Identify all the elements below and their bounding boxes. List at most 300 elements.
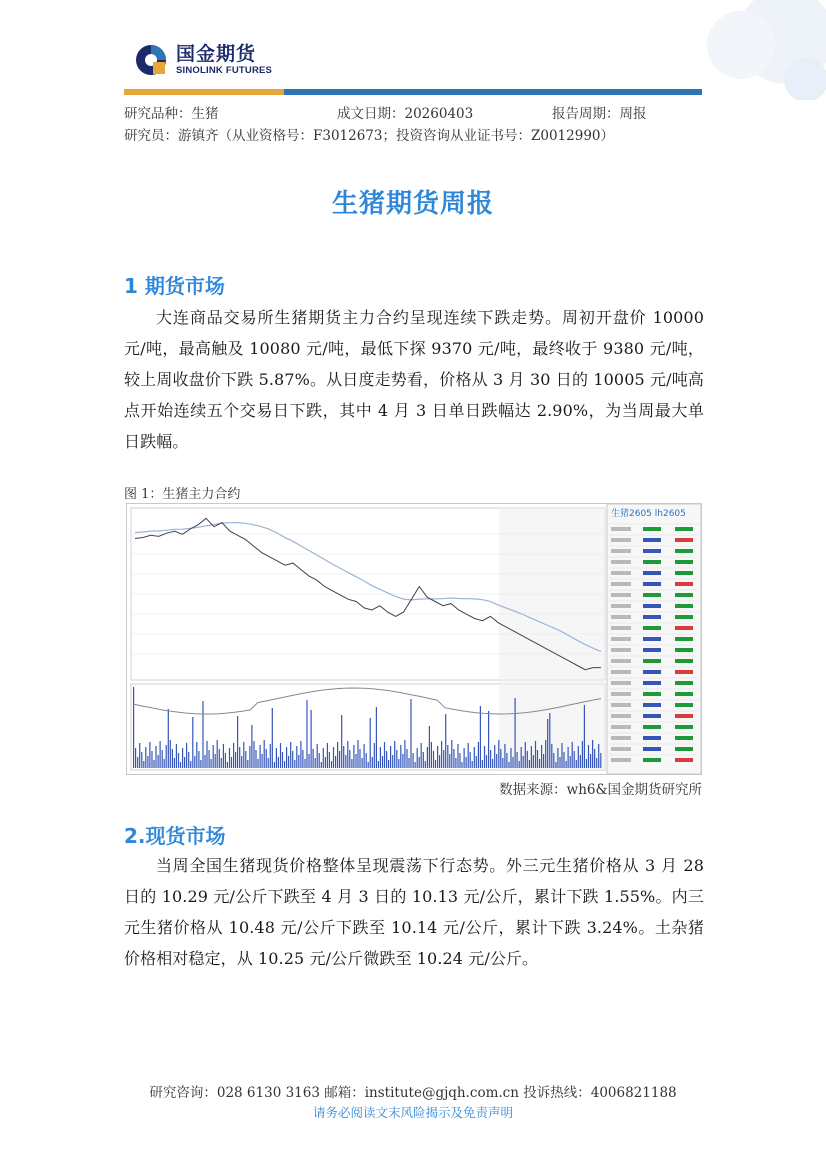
quote-row-value	[643, 758, 661, 762]
quote-row-label	[611, 736, 631, 740]
company-logo	[134, 40, 272, 80]
quote-row-value	[643, 648, 661, 652]
volume-bar	[512, 757, 513, 768]
volume-bar	[149, 742, 150, 768]
volume-bar	[151, 751, 152, 768]
volume-bar	[190, 761, 191, 768]
logo-icon	[134, 43, 168, 77]
volume-bar	[213, 745, 214, 768]
volume-bar	[423, 752, 424, 768]
volume-bar	[143, 761, 144, 768]
quote-row-label	[611, 571, 631, 575]
volume-bar	[217, 740, 218, 768]
volume-bar	[533, 755, 534, 768]
volume-bar	[237, 716, 238, 768]
volume-bar	[315, 758, 316, 768]
section-heading-futures: 1 期货市场	[124, 274, 225, 298]
volume-bar	[198, 751, 199, 768]
volume-bar	[410, 699, 411, 768]
quote-row-value	[643, 747, 661, 751]
volume-bar	[147, 756, 148, 768]
volume-bar	[539, 759, 540, 768]
quote-row-label	[611, 593, 631, 597]
volume-bar	[443, 750, 444, 768]
quote-row-change	[675, 703, 693, 707]
volume-bar	[459, 753, 460, 768]
volume-bar	[541, 745, 542, 768]
volume-bar	[413, 753, 414, 768]
volume-bar	[327, 743, 328, 768]
volume-bar	[233, 743, 234, 768]
futures-chart	[126, 503, 702, 775]
volume-bar	[176, 744, 177, 768]
volume-bar	[480, 706, 481, 768]
volume-bar	[135, 748, 136, 768]
quote-row-value	[643, 549, 661, 553]
volume-bar	[484, 746, 485, 768]
volume-bar	[594, 749, 595, 768]
volume-bar	[474, 747, 475, 768]
quote-row-value	[643, 692, 661, 696]
volume-bar	[370, 718, 371, 768]
quote-row-change	[675, 637, 693, 641]
volume-bar	[225, 753, 226, 768]
volume-bar	[492, 759, 493, 768]
quote-row-change	[675, 527, 693, 531]
volume-bar	[553, 753, 554, 768]
volume-bar	[302, 750, 303, 768]
volume-bar	[563, 752, 564, 768]
volume-bar	[290, 742, 291, 768]
volume-bar	[427, 747, 428, 768]
volume-bar	[506, 753, 507, 768]
quote-row-label	[611, 714, 631, 718]
volume-bar	[184, 757, 185, 768]
volume-bar	[253, 741, 254, 768]
volume-bar	[357, 740, 358, 768]
volume-bar	[588, 745, 589, 768]
volume-bar	[272, 708, 273, 768]
section-paragraph-futures: 大连商品交易所生猪期货主力合约呈现连续下跌走势。周初开盘价 10000 元/吨，最高触及 10080 元/吨，最低下探 9370 元/吨，最终收于 9380 元/吨，较上周收盘价下跌 5.87%。从日度走势看，价格从 3 月 30 日的 10005 元/吨高点开始连续五个交易日下跌，其中 4 月 3 日单日跌幅达 2.90%，为当周最大单日跌幅。	[124, 308, 704, 451]
volume-bar	[582, 741, 583, 768]
volume-bar	[439, 755, 440, 768]
quote-row-change	[675, 747, 693, 751]
volume-bar	[262, 754, 263, 768]
figure-source: 数据来源：wh6&国金期货研究所	[499, 782, 702, 798]
volume-bar	[249, 746, 250, 768]
volume-bar	[543, 754, 544, 768]
volume-bar	[300, 741, 301, 768]
quote-row-label	[611, 659, 631, 663]
volume-bar	[478, 742, 479, 768]
volume-bar	[286, 747, 287, 768]
volume-bar	[519, 761, 520, 768]
quote-row-change	[675, 593, 693, 597]
volume-bar	[496, 754, 497, 768]
volume-bar	[547, 719, 548, 768]
volume-bar	[406, 749, 407, 768]
volume-bar	[398, 759, 399, 768]
quote-row-label	[611, 648, 631, 652]
quote-row-change	[675, 692, 693, 696]
volume-bar	[394, 741, 395, 768]
volume-bar	[490, 750, 491, 768]
quote-row-label	[611, 582, 631, 586]
volume-bar	[527, 751, 528, 768]
volume-bar	[349, 750, 350, 768]
quote-row-change	[675, 582, 693, 586]
volume-bar	[549, 713, 550, 768]
volume-bar	[229, 748, 230, 768]
volume-bar	[168, 709, 169, 768]
volume-bar	[382, 756, 383, 768]
volume-bar	[298, 755, 299, 768]
logo-name-en: SINOLINK FUTURES	[176, 64, 273, 76]
quote-row-change	[675, 604, 693, 608]
volume-bar	[384, 742, 385, 768]
quote-row-value	[643, 670, 661, 674]
volume-bar	[294, 760, 295, 768]
volume-bar	[343, 746, 344, 768]
quote-row-value	[643, 560, 661, 564]
volume-bar	[296, 746, 297, 768]
volume-bar	[202, 701, 203, 768]
volume-bar	[139, 743, 140, 768]
volume-bar	[400, 745, 401, 768]
volume-bar	[227, 762, 228, 768]
section-heading-spot: 2.现货市场	[124, 824, 226, 848]
volume-bar	[508, 762, 509, 768]
volume-bar	[435, 760, 436, 768]
volume-bar	[145, 747, 146, 768]
volume-bar	[160, 741, 161, 768]
volume-bar	[247, 760, 248, 768]
volume-bar	[362, 758, 363, 768]
volume-bar	[155, 746, 156, 768]
volume-bar	[590, 754, 591, 768]
volume-bar	[378, 761, 379, 768]
quote-row-label	[611, 549, 631, 553]
volume-bar	[137, 757, 138, 768]
volume-bar	[200, 760, 201, 768]
quote-row-change	[675, 648, 693, 652]
volume-bar	[392, 755, 393, 768]
volume-bar	[209, 750, 210, 768]
volume-bar	[417, 748, 418, 768]
volume-bar	[476, 756, 477, 768]
volume-bar	[486, 755, 487, 768]
meta-variety: 研究品种：生猪	[124, 106, 219, 122]
volume-bar	[257, 759, 258, 768]
volume-bar	[182, 748, 183, 768]
volume-bar	[498, 740, 499, 768]
volume-bar	[372, 757, 373, 768]
volume-bar	[464, 748, 465, 768]
quote-row-value	[643, 571, 661, 575]
volume-bar	[178, 753, 179, 768]
volume-bar	[580, 755, 581, 768]
quote-row-value	[643, 538, 661, 542]
volume-bar	[559, 757, 560, 768]
volume-bar	[321, 762, 322, 768]
quote-row-value	[643, 703, 661, 707]
quote-row-change	[675, 538, 693, 542]
quote-row-change	[675, 725, 693, 729]
volume-bar	[482, 760, 483, 768]
volume-bar	[351, 759, 352, 768]
volume-bar	[523, 756, 524, 768]
volume-bar	[386, 751, 387, 768]
quote-row-label	[611, 725, 631, 729]
volume-bar	[335, 756, 336, 768]
quote-row-label	[611, 681, 631, 685]
quote-row-value	[643, 615, 661, 619]
volume-bar	[396, 750, 397, 768]
volume-bar	[284, 761, 285, 768]
volume-bar	[366, 753, 367, 768]
quote-row-value	[643, 659, 661, 663]
quote-row-change	[675, 736, 693, 740]
volume-bar	[404, 740, 405, 768]
footer-contact: 研究咨询：028 6130 3163 邮箱：institute@gjqh.com.cn 投诉热线：4006821188	[149, 1085, 677, 1101]
quote-row-value	[643, 604, 661, 608]
volume-bar	[578, 746, 579, 768]
volume-bar	[288, 756, 289, 768]
quote-row-change	[675, 681, 693, 685]
volume-bar	[251, 725, 252, 768]
volume-bar	[572, 742, 573, 768]
volume-bar	[374, 743, 375, 768]
volume-bar	[570, 756, 571, 768]
volume-bar	[494, 745, 495, 768]
volume-bar	[319, 753, 320, 768]
volume-bar	[266, 749, 267, 768]
volume-bar	[353, 745, 354, 768]
volume-bar	[596, 758, 597, 768]
volume-bar	[470, 752, 471, 768]
volume-bar	[345, 755, 346, 768]
volume-bar	[331, 761, 332, 768]
volume-bar	[376, 707, 377, 768]
volume-bar	[333, 747, 334, 768]
volume-bar	[449, 754, 450, 768]
volume-bar	[231, 757, 232, 768]
quote-row-label	[611, 560, 631, 564]
quote-row-change	[675, 571, 693, 575]
meta-date: 成文日期：20260403	[337, 106, 474, 122]
volume-bar	[437, 746, 438, 768]
volume-bar	[186, 743, 187, 768]
volume-bar	[447, 745, 448, 768]
quote-row-value	[643, 527, 661, 531]
volume-bar	[359, 749, 360, 768]
header-decoration	[646, 0, 826, 100]
volume-bar	[158, 755, 159, 768]
volume-bar	[576, 760, 577, 768]
volume-bar	[535, 741, 536, 768]
volume-bar	[461, 762, 462, 768]
volume-bar	[600, 753, 601, 768]
volume-bar	[390, 746, 391, 768]
volume-bar	[188, 752, 189, 768]
volume-bar	[551, 744, 552, 768]
volume-bar	[133, 687, 134, 768]
volume-bar	[280, 743, 281, 768]
quote-row-change	[675, 758, 693, 762]
volume-bar	[561, 743, 562, 768]
volume-bar	[255, 750, 256, 768]
volume-bar	[445, 714, 446, 768]
volume-bar	[457, 744, 458, 768]
quote-row-value	[643, 593, 661, 597]
volume-bar	[194, 756, 195, 768]
quote-row-label	[611, 527, 631, 531]
volume-bar	[364, 744, 365, 768]
volume-bar	[529, 760, 530, 768]
quote-row-label	[611, 637, 631, 641]
volume-bar	[598, 744, 599, 768]
volume-bar	[355, 754, 356, 768]
volume-bar	[525, 742, 526, 768]
volume-bar	[241, 756, 242, 768]
chart-svg	[127, 504, 701, 774]
volume-bar	[180, 762, 181, 768]
volume-bar	[170, 740, 171, 768]
volume-bar	[419, 757, 420, 768]
volume-bar	[329, 752, 330, 768]
volume-bar	[431, 742, 432, 768]
volume-bar	[555, 762, 556, 768]
quote-row-label	[611, 703, 631, 707]
volume-bar	[206, 741, 207, 768]
volume-bar	[274, 762, 275, 768]
volume-bar	[174, 758, 175, 768]
quote-row-value	[643, 582, 661, 586]
quote-row-change	[675, 615, 693, 619]
volume-bar	[172, 749, 173, 768]
volume-bar	[221, 758, 222, 768]
volume-bar	[368, 762, 369, 768]
quote-row-label	[611, 626, 631, 630]
volume-bar	[488, 711, 489, 768]
volume-bar	[515, 698, 516, 768]
volume-bar	[455, 758, 456, 768]
volume-bar	[282, 752, 283, 768]
volume-bar	[388, 760, 389, 768]
volume-bar	[568, 747, 569, 768]
volume-bar	[466, 757, 467, 768]
figure-caption: 图 1：生猪主力合约	[124, 487, 241, 502]
quote-row-value	[643, 681, 661, 685]
volume-bar	[421, 743, 422, 768]
volume-bar	[441, 741, 442, 768]
volume-bar	[337, 742, 338, 768]
volume-bar	[574, 751, 575, 768]
quote-row-value	[643, 714, 661, 718]
volume-bar	[586, 759, 587, 768]
volume-bar	[325, 757, 326, 768]
volume-bar	[311, 710, 312, 768]
quote-panel-title: 生猪2605 lh2605	[611, 509, 686, 519]
volume-bar	[153, 760, 154, 768]
quote-row-change	[675, 714, 693, 718]
volume-bar	[537, 750, 538, 768]
volume-bar	[245, 751, 246, 768]
volume-bar	[270, 744, 271, 768]
volume-bar	[313, 749, 314, 768]
quote-row-change	[675, 670, 693, 674]
volume-bar	[545, 740, 546, 768]
volume-bar	[415, 762, 416, 768]
volume-bar	[517, 752, 518, 768]
quote-row-label	[611, 692, 631, 696]
volume-bar	[162, 750, 163, 768]
volume-bar	[292, 751, 293, 768]
volume-bar	[215, 754, 216, 768]
quote-row-change	[675, 659, 693, 663]
volume-bar	[317, 744, 318, 768]
volume-bar	[584, 705, 585, 768]
volume-bar	[166, 745, 167, 768]
volume-bar	[566, 761, 567, 768]
volume-bar	[243, 742, 244, 768]
quote-row-label	[611, 670, 631, 674]
volume-bar	[380, 747, 381, 768]
volume-bar	[504, 744, 505, 768]
volume-bar	[276, 748, 277, 768]
quote-row-value	[643, 736, 661, 740]
quote-row-change	[675, 549, 693, 553]
volume-bar	[557, 748, 558, 768]
quote-row-label	[611, 758, 631, 762]
volume-bar	[402, 754, 403, 768]
volume-bar	[425, 761, 426, 768]
header-divider	[124, 89, 702, 95]
volume-bar	[278, 757, 279, 768]
volume-bar	[510, 748, 511, 768]
volume-bar	[235, 752, 236, 768]
volume-bar	[164, 759, 165, 768]
volume-bar	[192, 717, 193, 768]
volume-bar	[339, 751, 340, 768]
volume-bar	[502, 758, 503, 768]
quote-row-label	[611, 538, 631, 542]
volume-bar	[223, 744, 224, 768]
volume-bar	[592, 740, 593, 768]
quote-row-change	[675, 560, 693, 564]
quote-row-label	[611, 604, 631, 608]
volume-bar	[451, 740, 452, 768]
quote-row-change	[675, 626, 693, 630]
volume-bar	[500, 749, 501, 768]
volume-bar	[204, 755, 205, 768]
report-title: 生猪期货周报	[331, 189, 494, 219]
volume-bar	[239, 747, 240, 768]
volume-bar	[341, 715, 342, 768]
volume-bar	[408, 758, 409, 768]
volume-bar	[433, 751, 434, 768]
volume-bar	[429, 726, 430, 768]
volume-bar	[468, 743, 469, 768]
volume-bar	[211, 759, 212, 768]
quote-row-value	[643, 725, 661, 729]
volume-bar	[196, 742, 197, 768]
quote-row-label	[611, 615, 631, 619]
volume-bar	[521, 747, 522, 768]
volume-bar	[347, 741, 348, 768]
volume-bar	[453, 749, 454, 768]
section-paragraph-spot: 当周全国生猪现货价格整体呈现震荡下行态势。外三元生猪价格从 3 月 28 日的 10.29 元/公斤下跌至 4 月 3 日的 10.13 元/公斤，累计下跌 1.55%。内三元生猪价格从 10.48 元/公斤下跌至 10.14 元/公斤，累计下跌 3.24%。土杂猪价格相对稳定，从 10.25 元/公斤微跌至 10.24 元/公斤。	[124, 856, 704, 968]
